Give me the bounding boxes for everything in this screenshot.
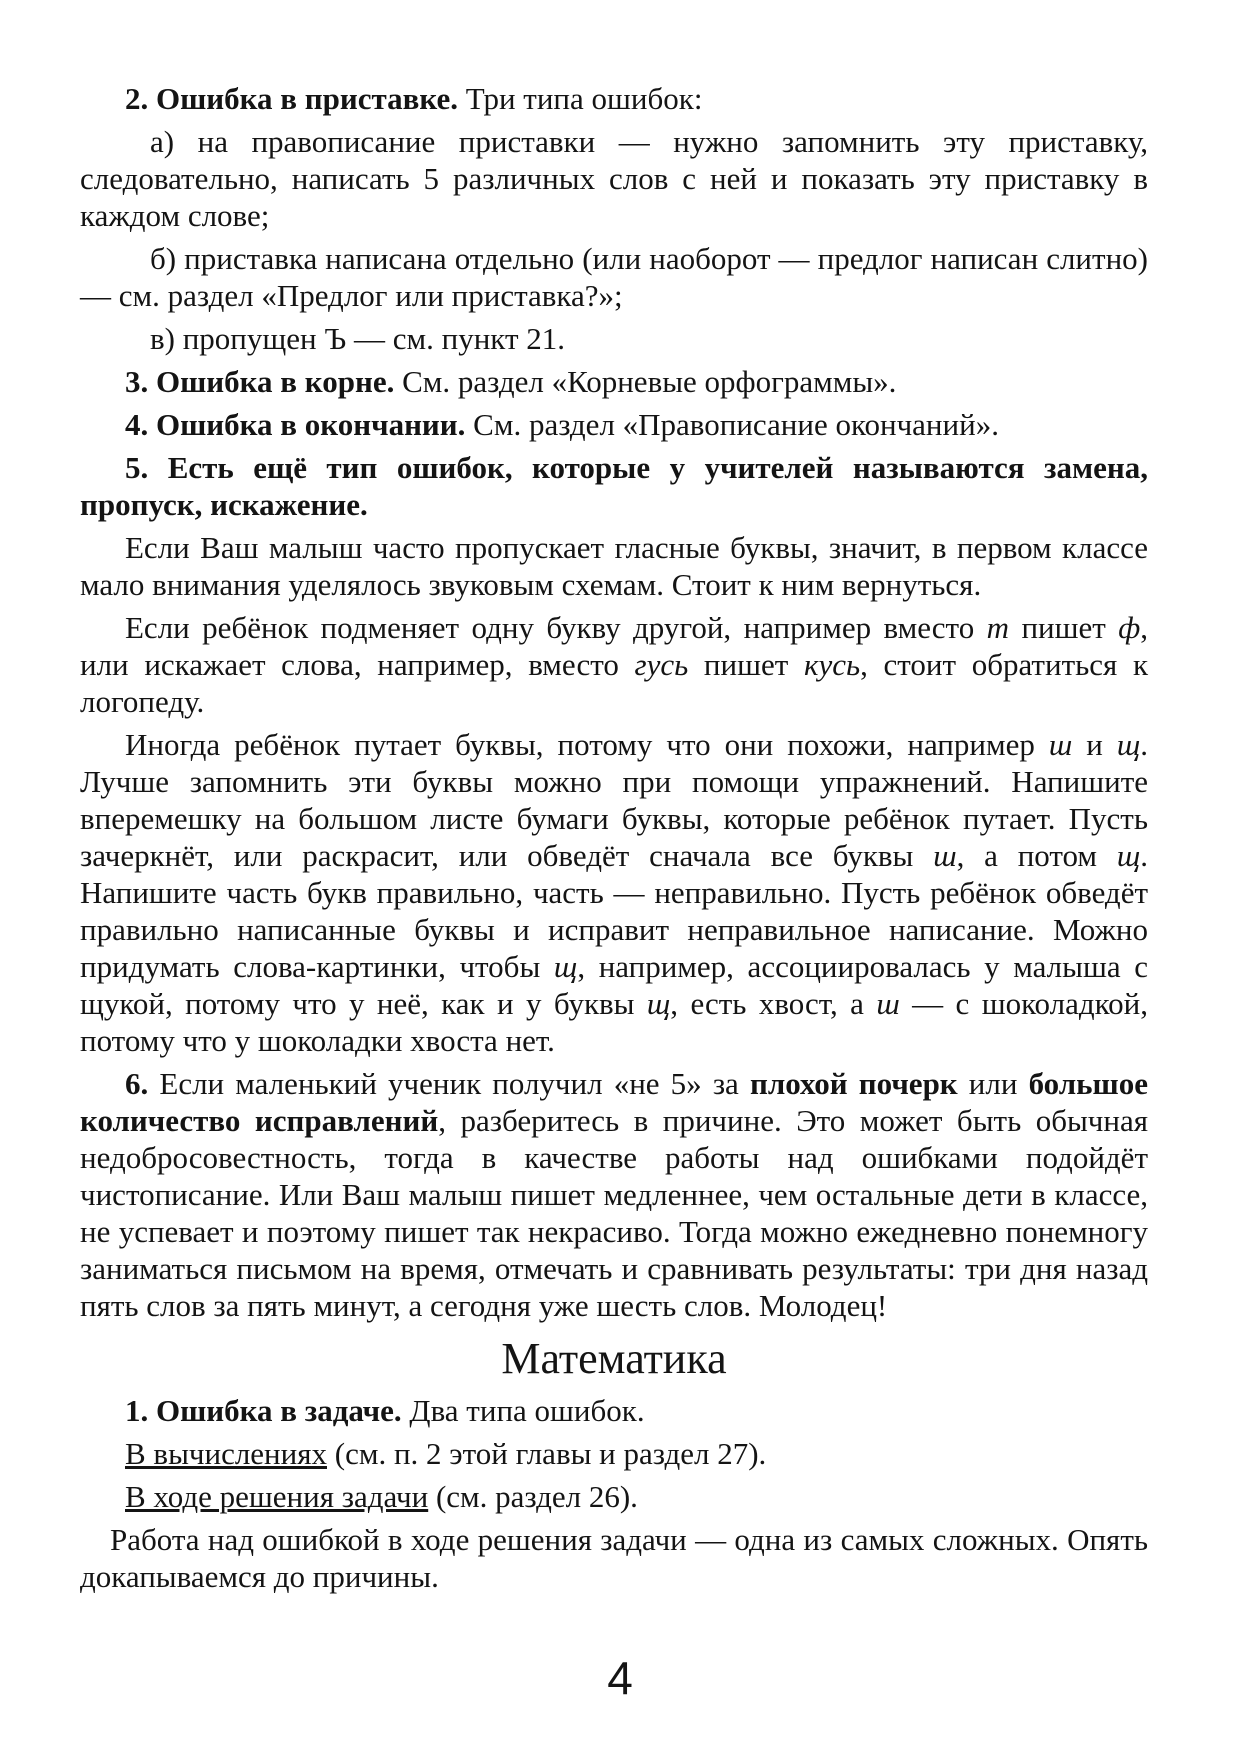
letter-example: щ — [553, 949, 578, 984]
math-calc-line — [80, 1435, 1148, 1472]
letter-example: т — [986, 610, 1010, 645]
text-run: , разберитесь в причине. Это может быть обычная недобросовестность, тогда в качестве работы над ошибками подойдёт чистописание. Или Ваш малыш пишет медленнее, чем остальные дети в классе, не успевает и поэтому пишет так некрасиво. Тогда можно ежедневно понемногу заниматься письмом на время, отмечать и сравнивать результаты: три дня назад пять слов за пять минут, а сегодня уже шесть слов. Молодец! — [80, 1103, 1148, 1323]
section-4-title: 4. Ошибка в окончании. — [125, 407, 466, 442]
section-4 — [80, 406, 1148, 443]
section-3 — [80, 363, 1148, 400]
text-run: , или искажает слова, например, вместо — [80, 610, 1148, 682]
section-2-header — [80, 80, 1148, 117]
text-run: — с шоколадкой, потому что у шоколадки хвоста нет. — [80, 986, 1148, 1058]
letter-example: щ — [1116, 838, 1141, 873]
text-run: Иногда ребёнок путает буквы, потому что они похожи, например — [125, 727, 1049, 762]
word-example: гусь — [634, 647, 689, 682]
text-run: пишет — [1009, 610, 1119, 645]
calc-reference: В вычислениях — [125, 1436, 327, 1471]
letter-example: ш — [876, 986, 900, 1021]
math-solve-line — [80, 1478, 1148, 1515]
letter-example: ф — [1118, 610, 1141, 645]
bold-phrase: большое количество исправлений — [80, 1066, 1148, 1138]
math-heading: Математика — [501, 1334, 727, 1383]
section-2-intro: Три типа ошибок: — [457, 81, 703, 116]
text-run: . Напишите часть букв правильно, часть — неправильно. Пусть ребёнок обведёт правильно написанные буквы и исправит неправильное написание. Можно придумать слова-картинки, чтобы — [80, 838, 1149, 984]
section-2-item-c: в) пропущен Ъ — см. пункт 21. — [150, 321, 566, 356]
text-run: , есть хвост, а — [670, 986, 877, 1021]
text-run: Если маленький ученик получил «не 5» за — [148, 1066, 750, 1101]
text-run: и — [1072, 727, 1117, 762]
text-run: , стоит обратиться к логопеду. — [80, 647, 1149, 719]
section-2-title: 2. Ошибка в приставке. — [125, 81, 458, 116]
page-number: 4 — [607, 1652, 633, 1704]
calc-reference-text: (см. п. 2 этой главы и раздел 27). — [327, 1436, 767, 1471]
math-item-1-text: Два типа ошибок. — [401, 1393, 645, 1428]
text-run: или — [957, 1066, 1029, 1101]
text-run: , а потом — [956, 838, 1117, 873]
letter-example: ш — [1048, 727, 1073, 762]
section-4-text: См. раздел «Правописание окончаний». — [465, 407, 999, 442]
solve-reference: В ходе решения задачи — [125, 1479, 429, 1514]
section-5-paragraph-1: Если Ваш малыш часто пропускает гласные буквы, значит, в первом классе мало внимания уделялось звуковым схемам. Стоит к ним вернуться. — [80, 530, 1148, 602]
section-2-item-b: б) приставка написана отдельно (или наоборот — предлог написан слитно) — см. раздел «Предлог или приставка?»; — [80, 241, 1148, 313]
bold-phrase: плохой почерк — [749, 1066, 958, 1101]
letter-example: щ — [646, 986, 671, 1021]
section-5-paragraph-2 — [80, 609, 1148, 720]
letter-example: ш — [933, 838, 957, 873]
section-6 — [80, 1065, 1148, 1324]
section-5-title: 5. Есть ещё тип ошибок, которые у учителей называются замена, пропуск, искажение. — [80, 450, 1148, 522]
solve-reference-text: (см. раздел 26). — [428, 1479, 638, 1514]
text-run: пишет — [688, 647, 804, 682]
text-run: . Лучше запомнить эти буквы можно при помощи упражнений. Напишите вперемешку на большом листе бумаги буквы, которые ребёнок путает. Пусть зачеркнёт, или раскрасит, или обведёт сначала все буквы — [80, 727, 1148, 873]
section-3-text: См. раздел «Корневые орфограммы». — [394, 364, 897, 399]
math-paragraph-1: Работа над ошибкой в ходе решения задачи — одна из самых сложных. Опять докапываемся до причины. — [80, 1522, 1148, 1594]
section-3-title: 3. Ошибка в корне. — [125, 364, 395, 399]
section-2-item-a: а) на правописание приставки — нужно запомнить эту приставку, следовательно, написать 5 различных слов с ней и показать эту приставку в каждом слове; — [80, 124, 1148, 233]
section-6-number: 6. — [125, 1066, 149, 1101]
text-run: , например, ассоциировалась у малыша с щукой, потому что у неё, как и у буквы — [80, 949, 1148, 1021]
letter-example: щ — [1116, 727, 1141, 762]
section-5-paragraph-3 — [80, 726, 1148, 1059]
word-example: кусь — [803, 647, 861, 682]
math-item-1 — [80, 1392, 1148, 1429]
text-run: Если ребёнок подменяет одну букву другой, например вместо — [125, 610, 987, 645]
math-item-1-title: 1. Ошибка в задаче. — [125, 1393, 402, 1428]
